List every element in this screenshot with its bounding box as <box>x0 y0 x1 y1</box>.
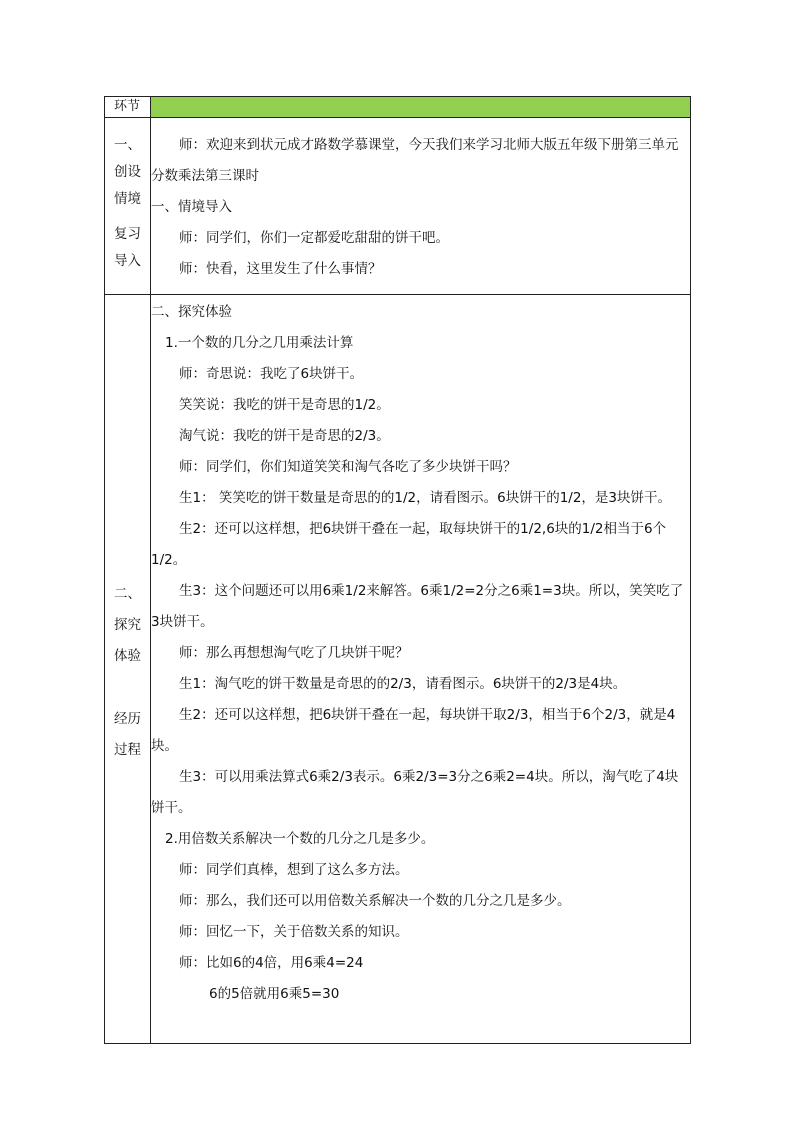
section-2-label-line: 二、 <box>114 586 141 602</box>
paragraph: 二、探究体验 <box>151 304 232 320</box>
section-1-content <box>151 118 691 295</box>
paragraph: 师：同学们，你们知道笑笑和淘气各吃了多少块饼干吗？ <box>179 459 517 475</box>
paragraph: 生2：还可以这样想，把6块饼干叠在一起，每块饼干取2/3，相当于6个2/3，就是4块。 <box>151 707 676 754</box>
lesson-plan-table <box>104 96 691 1044</box>
paragraph: 师：欢迎来到状元成才路数学慕课堂，今天我们来学习北师大版五年级下册第三单元分数乘法第三课时 <box>151 137 679 184</box>
paragraph: 师：那么，我们还可以用倍数关系解决一个数的几分之几是多少。 <box>179 893 571 909</box>
paragraph: 师：那么再想想淘气吃了几块饼干呢？ <box>179 645 409 661</box>
section-2-label <box>105 295 151 1044</box>
section-1-label-line: 创设 <box>114 164 141 180</box>
section-1-label-gap <box>105 213 150 221</box>
paragraph: 生1： 笑笑吃的饼干数量是奇思的的1/2，请看图示。6块饼干的1/2，是3块饼干。 <box>179 490 672 506</box>
paragraph: 生3：可以用乘法算式6乘2/3表示。6乘2/3=3分之6乘2=4块。所以，淘气吃了4块饼干。 <box>151 769 679 816</box>
section-2-label-line: 探究 <box>114 617 141 633</box>
section-1-label <box>105 118 151 295</box>
section-2-label-line: 过程 <box>114 742 141 758</box>
paragraph: 师：同学们真棒，想到了这么多方法。 <box>179 862 409 878</box>
paragraph: 师：同学们，你们一定都爱吃甜甜的饼干吧。 <box>179 230 449 246</box>
section-2-label-gap <box>105 672 150 704</box>
section-1-row <box>105 118 691 295</box>
paragraph: 生2：还可以这样想，把6块饼干叠在一起，取每块饼干的1/2,6块的1/2相当于6个1/2。 <box>151 521 667 568</box>
paragraph: 师：快看，这里发生了什么事情？ <box>179 261 382 277</box>
paragraph: 一、情境导入 <box>151 199 232 215</box>
paragraph: 师：奇思说：我吃了6块饼干。 <box>179 366 364 382</box>
paragraph: 师：回忆一下，关于倍数关系的知识。 <box>179 924 409 940</box>
header-bar <box>151 97 691 118</box>
section-2-content <box>151 295 691 1044</box>
paragraph: 1.一个数的几分之几用乘法计算 <box>165 335 354 351</box>
header-label: 环节 <box>105 97 151 118</box>
header-row <box>105 97 691 118</box>
section-1-label-line: 导入 <box>114 253 141 269</box>
section-1-label-line: 情境 <box>114 191 141 207</box>
section-2-row <box>105 295 691 1044</box>
paragraph: 笑笑说：我吃的饼干是奇思的1/2。 <box>179 397 390 413</box>
section-1-label-line: 一、 <box>114 137 141 153</box>
paragraph: 6的5倍就用6乘5=30 <box>209 986 340 1002</box>
paragraph: 师：比如6的4倍，用6乘4=24 <box>179 955 364 971</box>
section-2-label-line: 体验 <box>114 648 141 664</box>
section-2-label-line: 经历 <box>114 711 141 727</box>
paragraph: 生1：淘气吃的饼干数量是奇思的的2/3，请看图示。6块饼干的2/3是4块。 <box>179 676 627 692</box>
paragraph: 淘气说：我吃的饼干是奇思的2/3。 <box>179 428 390 444</box>
paragraph: 生3：这个问题还可以用6乘1/2来解答。6乘1/2=2分之6乘1=3块。所以，笑笑吃了3块饼干。 <box>151 583 684 630</box>
paragraph: 2.用倍数关系解决一个数的几分之几是多少。 <box>165 831 435 847</box>
section-1-label-line: 复习 <box>114 226 141 242</box>
